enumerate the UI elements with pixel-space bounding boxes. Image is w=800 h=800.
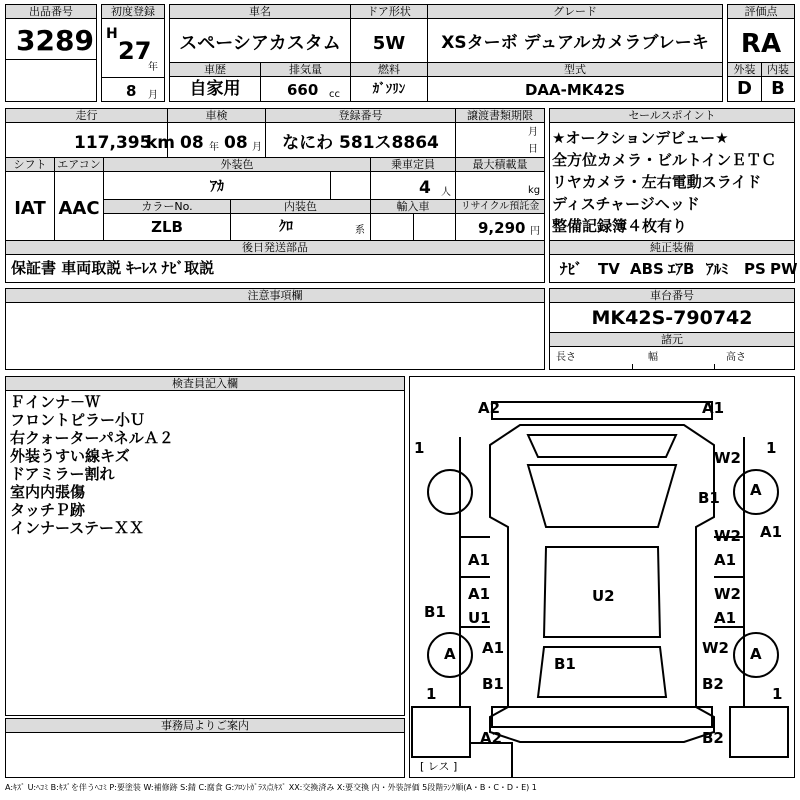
interior-label: 内装 (762, 63, 794, 77)
mileage-cell (5, 108, 176, 158)
color-no-cell (103, 199, 231, 241)
plate-cell (265, 108, 456, 158)
rear-bumper-outline (492, 707, 712, 727)
mark-door-left-rear-2: U1 (468, 609, 491, 627)
insp-month: 08 (224, 133, 248, 153)
later-parts-cell (5, 240, 545, 283)
mark-rear-bumper-left: A2 (480, 729, 503, 747)
capacity: 4 (419, 178, 431, 198)
load-label: 最大積載量 (456, 158, 544, 172)
ac: AAC (58, 198, 100, 219)
inspection-cell (167, 108, 266, 158)
load-cell (455, 157, 545, 200)
first-reg-month: 8 (126, 82, 137, 100)
inspector-line: 右クォーターパネルＡ２ (10, 429, 174, 447)
displacement-unit: cc (329, 89, 340, 100)
mark-quarter-left-2: A1 (482, 639, 505, 657)
transfer-day-unit: 日 (528, 144, 538, 155)
sales-point-cell (549, 108, 795, 241)
mark-trunk: B1 (554, 655, 576, 673)
mark-quarter-right: W2 (702, 639, 729, 657)
equipment-item: ｱﾙﾐ (706, 260, 729, 278)
first-reg-year: 27 (118, 37, 152, 65)
shift: IAT (14, 198, 46, 219)
int-color-unit: 系 (355, 225, 365, 236)
grade: XSターボ デュアルカメラブレーキ (441, 33, 709, 53)
inspector-label: 検査員記入欄 (6, 377, 404, 391)
mark-rear-wheel-right: A (750, 645, 762, 663)
windshield-outline (528, 465, 676, 527)
mark-front-right: A1 (702, 399, 725, 417)
score-label: 評価点 (728, 5, 794, 19)
later-parts-label: 後日発送部品 (6, 241, 544, 255)
recycle-amount: 9,290 (478, 219, 526, 237)
year-unit: 年 (148, 62, 158, 73)
color-no-label: カラーNo. (104, 200, 230, 214)
lot-extra-cell (5, 59, 97, 102)
mark-rear-right-lower: B2 (702, 675, 724, 693)
transfer-label: 譲渡書類期限 (456, 109, 544, 123)
rear-right-detail (730, 707, 788, 757)
transfer-cell (455, 108, 545, 158)
ac-cell (54, 157, 104, 241)
mark-rear-left-lower: B1 (482, 675, 504, 693)
door-cell (350, 4, 428, 63)
front-left-wheel (428, 470, 472, 514)
sales-line: ★オークションデビュー★ (552, 129, 729, 147)
shift-label: シフト (6, 158, 54, 172)
interior-cell (761, 62, 795, 102)
mark-rear-bumper-right: B2 (702, 729, 724, 747)
era: H (106, 26, 118, 42)
mark-pillar-right: A1 (760, 523, 783, 541)
color-no: ZLB (151, 218, 183, 236)
inspector-cell (5, 376, 405, 716)
lot-no: 3289 (16, 24, 94, 57)
inspector-line: Ｆインナ－Ｗ (10, 393, 101, 411)
mark-roof: U2 (592, 587, 615, 605)
score: RA (740, 29, 782, 59)
notes-label: 注意事項欄 (6, 289, 544, 303)
mark-fender-right-count: 1 (766, 439, 777, 457)
rear-left-detail (412, 707, 470, 757)
interior-grade: B (771, 78, 785, 99)
chassis-number: MK42S-790742 (591, 307, 753, 329)
model-cell (427, 62, 723, 102)
chassis-label: 車台番号 (550, 289, 794, 303)
less-label: [ レス ] (420, 760, 458, 773)
color-cell (103, 157, 371, 200)
door-type: 5W (372, 33, 406, 54)
mark-rear-left-count: 1 (426, 685, 437, 703)
equipment-item: ｴｱB (668, 260, 695, 278)
height-label: 高さ (726, 352, 746, 363)
equipment-cell (549, 240, 798, 283)
plate-label: 登録番号 (266, 109, 455, 123)
legend: A:ｷｽﾞ U:ﾍｺﾐ B:ｷｽﾞを伴うﾍｺﾐ P:要塗装 W:補修跡 S:錆 C:腐食 G:ﾌﾛﾝﾄｶﾞﾗｽ点ｷｽﾞ XX:交換済み X:要交換 内・外装評価 5段階ﾗﾝｸ順(A・B・C・D・E) 1 (5, 783, 537, 792)
fuel-cell (350, 62, 428, 102)
mark-rear-right-count: 1 (772, 685, 783, 703)
mark-door-left-rear-1: A1 (468, 585, 491, 603)
mark-fender-left-count: 1 (414, 439, 425, 457)
displacement-label: 排気量 (261, 63, 350, 77)
length-label: 長さ (556, 352, 576, 363)
sales-line: ディスチャージヘッド (552, 195, 700, 213)
displacement-cell (260, 62, 351, 102)
exterior-grade: D (737, 78, 752, 99)
inspector-line: フロントピラー小Ｕ (10, 411, 146, 429)
width-label: 幅 (648, 352, 658, 363)
mark-door-right-front-2: A1 (714, 551, 737, 569)
inspection-label: 車検 (168, 109, 265, 123)
model: DAA-MK42S (524, 81, 626, 99)
month-unit: 月 (148, 90, 158, 101)
inspector-line: 外装うすい線キズ (10, 447, 130, 465)
inspector-line: 室内内張傷 (10, 483, 86, 501)
mark-front-left: A2 (478, 399, 501, 417)
sales-line: 整備記録簿４枚有り (552, 217, 688, 235)
sales-point-label: セールスポイント (550, 109, 794, 123)
office-label: 事務局よりご案内 (6, 719, 404, 733)
recycle-label: リサイクル預託金 (456, 200, 544, 214)
sales-line: 全方位カメラ・ビルトインＥＴＣ (552, 151, 777, 169)
rear-left-panel (470, 743, 512, 777)
equipment-label: 純正装備 (550, 241, 794, 255)
mark-mirror-right: W2 (714, 449, 741, 467)
chassis-cell (549, 288, 795, 370)
insp-year-unit: 年 (209, 142, 219, 153)
color-label: 外装色 (104, 158, 370, 172)
model-label: 型式 (428, 63, 722, 77)
transfer-month-unit: 月 (528, 127, 538, 138)
mileage: 117,395 (74, 133, 152, 153)
later-parts: 保証書 車両取説 ｷｰﾚｽ ﾅﾋﾞ取説 (11, 259, 215, 277)
capacity-cell (370, 157, 456, 200)
equipment-item: TV (598, 260, 620, 278)
hood-outline (528, 435, 676, 457)
load-unit: kg (528, 185, 541, 196)
import-label: 輸入車 (371, 200, 455, 214)
inspector-line: ドアミラー割れ (10, 465, 115, 483)
lot-no-cell (5, 4, 97, 60)
mileage-unit: km (146, 133, 176, 153)
car-diagram-svg (410, 377, 794, 777)
door-label: ドア形状 (351, 5, 427, 19)
plate: なにわ 581ス8864 (282, 133, 439, 153)
mark-quarter-left: B1 (424, 603, 446, 621)
int-color-cell (230, 199, 371, 241)
car-diagram-cell (409, 376, 795, 778)
score-cell (727, 4, 795, 63)
first-reg-cell (101, 4, 165, 102)
history: 自家用 (189, 79, 241, 99)
exterior-label: 外装 (728, 63, 761, 77)
grade-label: グレード (428, 5, 722, 19)
capacity-unit: 人 (441, 187, 451, 198)
fuel-label: 燃料 (351, 63, 427, 77)
fuel: ｶﾞｿﾘﾝ (372, 82, 406, 97)
insp-month-unit: 月 (252, 142, 262, 153)
lot-no-label: 出品番号 (6, 5, 96, 19)
grade-cell (427, 4, 723, 63)
office-cell (5, 718, 405, 778)
car-name: スペーシアカスタム (179, 33, 341, 54)
car-name-label: 車名 (170, 5, 350, 19)
mark-door-right-rear-2: A1 (714, 609, 737, 627)
mark-rear-wheel-left: A (444, 645, 456, 663)
history-label: 車歴 (170, 63, 260, 77)
mark-front-wheel-right: A (750, 481, 762, 499)
sales-line: リヤカメラ・左右電動スライド (552, 173, 762, 191)
exterior-color: ｱｶ (210, 179, 224, 195)
mileage-label: 走行 (6, 109, 167, 123)
mark-door-right-front-1: W2 (714, 527, 741, 545)
capacity-label: 乗車定員 (371, 158, 455, 172)
equipment-item: ABS (630, 260, 664, 278)
import-cell (370, 199, 456, 241)
ac-label: エアコン (55, 158, 103, 172)
equipment-item: ﾅﾋﾞ (560, 260, 583, 278)
equipment-item: PW (770, 260, 798, 278)
mark-door-right-rear-1: W2 (714, 585, 741, 603)
equipment-item: PS (744, 260, 766, 278)
car-name-cell (169, 4, 351, 63)
insp-year: 08 (180, 133, 204, 153)
exterior-cell (727, 62, 762, 102)
interior-color: ｸﾛ (279, 219, 293, 235)
dims-label: 諸元 (550, 332, 794, 347)
history-cell (169, 62, 261, 102)
front-bumper-outline (492, 402, 712, 419)
shift-cell (5, 157, 55, 241)
notes-cell (5, 288, 545, 370)
body-outline (490, 425, 714, 742)
int-color-label: 内装色 (231, 200, 370, 214)
mark-door-left-front: A1 (468, 551, 491, 569)
inspector-line: インナーステーＸＸ (10, 519, 144, 537)
inspector-line: タッチＰ跡 (10, 501, 86, 519)
mark-fender-right: B1 (698, 489, 720, 507)
displacement: 660 (287, 81, 319, 99)
recycle-unit: 円 (530, 226, 540, 237)
first-reg-label: 初度登録 (102, 5, 164, 19)
recycle-cell (455, 199, 545, 241)
